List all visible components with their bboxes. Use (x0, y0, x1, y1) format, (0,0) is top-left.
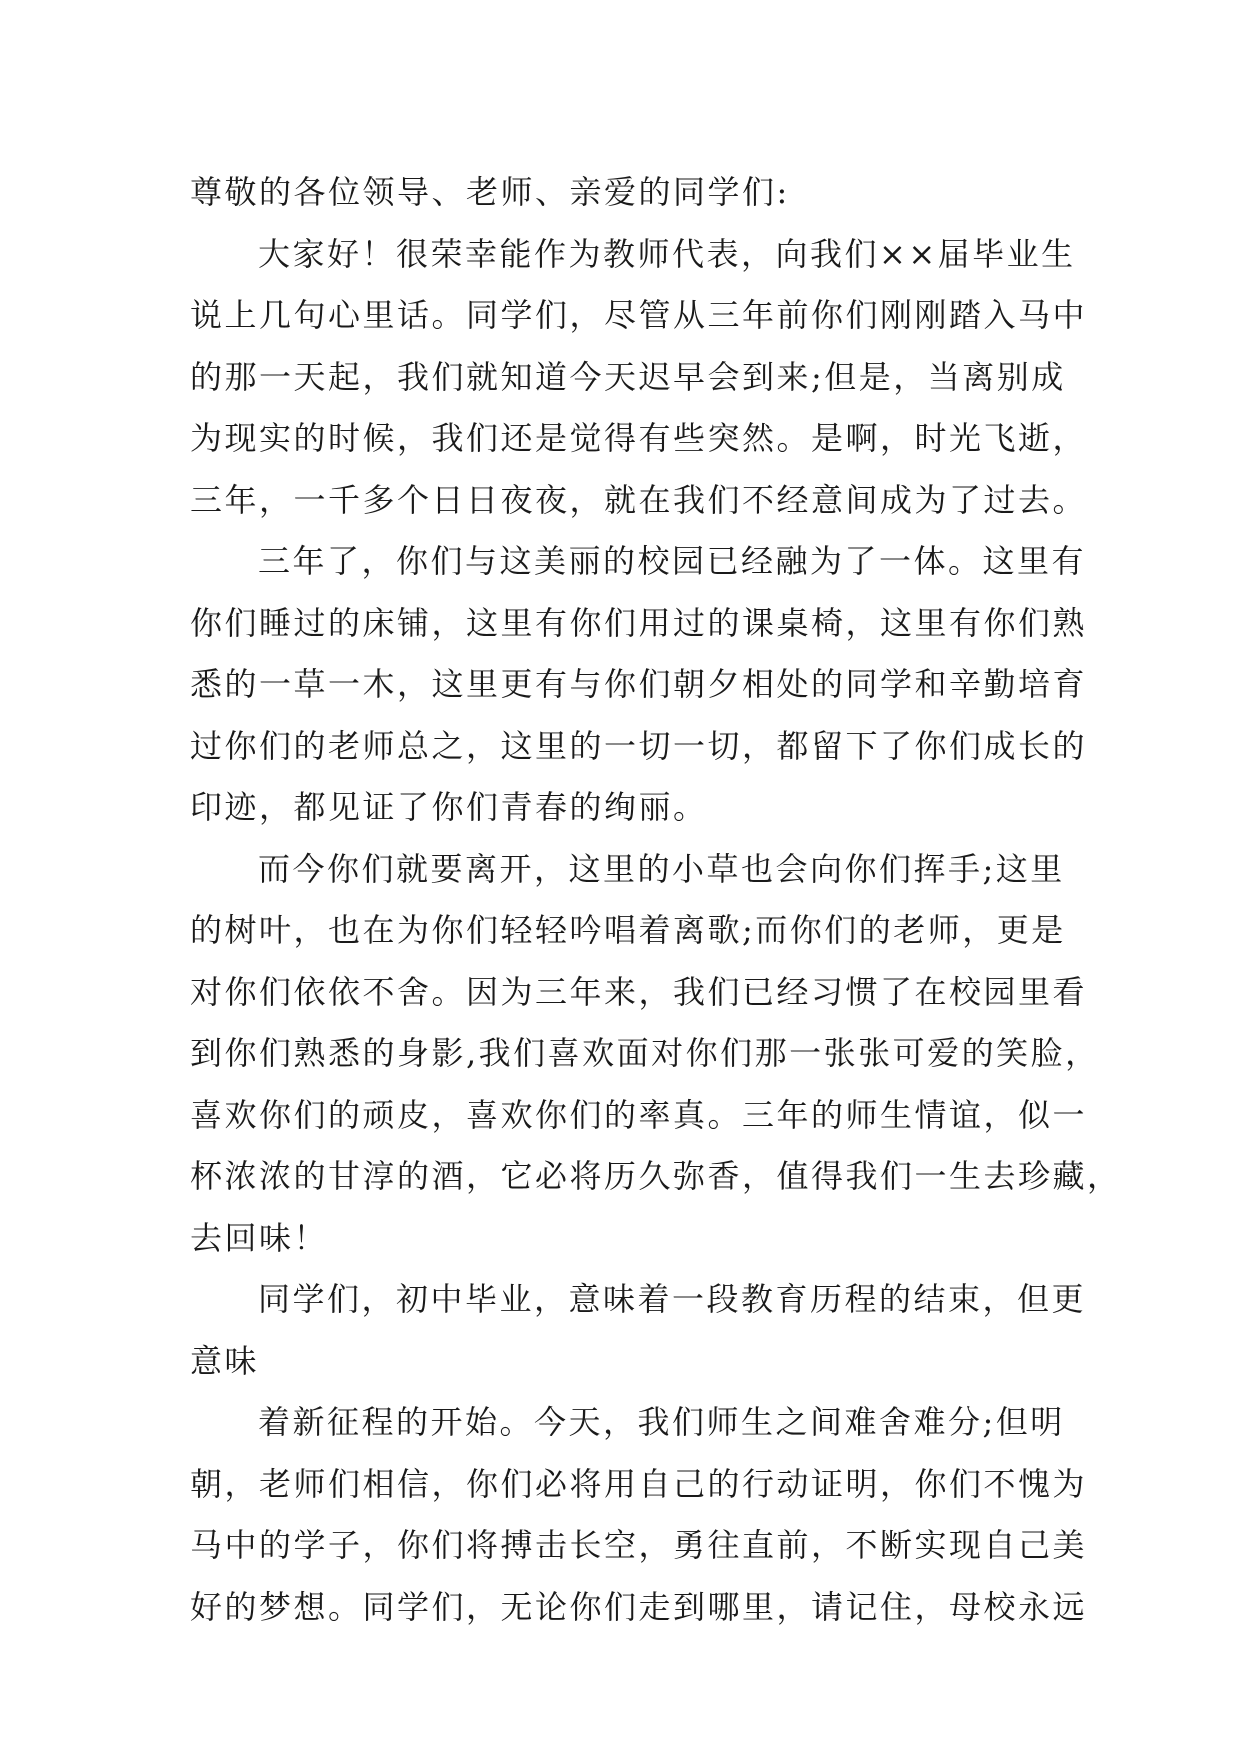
text-line: 意味 (190, 1341, 260, 1380)
text-line: 你们睡过的床铺，这里有你们用过的课桌椅，这里有你们熟 (190, 603, 1088, 642)
text-line: 印迹，都见证了你们青春的绚丽。 (190, 788, 708, 826)
text-line: 好的梦想。同学们，无论你们走到哪里，请记住，母校永远 (190, 1587, 1088, 1626)
text-line: 三年，一千多个日日夜夜，就在我们不经意间成为了过去。 (190, 480, 1088, 519)
text-line: 而今你们就要离开，这里的小草也会向你们挥手;这里 (258, 849, 1065, 888)
text-line: 杯浓浓的甘淳的酒，它必将历久弥香，值得我们一生去珍藏， (190, 1157, 1122, 1195)
text-line: 大家好！很荣幸能作为教师代表，向我们××届毕业生 (258, 234, 1076, 273)
text-line: 喜欢你们的顽皮，喜欢你们的率真。三年的师生情谊，似一 (190, 1095, 1088, 1134)
text-line: 过你们的老师总之，这里的一切一切，都留下了你们成长的 (190, 726, 1088, 765)
text-line: 朝，老师们相信，你们必将用自己的行动证明，你们不愧为 (190, 1464, 1088, 1503)
text-line: 对你们依依不舍。因为三年来，我们已经习惯了在校园里看 (190, 972, 1088, 1011)
text-line: 同学们，初中毕业，意味着一段教育历程的结束，但更 (258, 1280, 1087, 1318)
text-line: 着新征程的开始。今天，我们师生之间难舍难分;但明 (258, 1403, 1065, 1441)
text-line: 三年了，你们与这美丽的校园已经融为了一体。这里有 (258, 542, 1087, 580)
text-line: 到你们熟悉的身影,我们喜欢面对你们那一张张可爱的笑脸， (190, 1034, 1100, 1072)
text-line: 去回味！ (190, 1218, 329, 1257)
text-line: 为现实的时候，我们还是觉得有些突然。是啊，时光飞逝， (190, 419, 1088, 457)
text-line: 悉的一草一木，这里更有与你们朝夕相处的同学和辛勤培育 (190, 665, 1088, 703)
text-line: 说上几句心里话。同学们，尽管从三年前你们刚刚踏入马中 (190, 296, 1088, 334)
text-line: 尊敬的各位领导、老师、亲爱的同学们: (190, 173, 790, 211)
text-line: 马中的学子，你们将搏击长空，勇往直前，不断实现自己美 (190, 1526, 1088, 1564)
speech-text (190, 162, 1122, 1638)
text-line: 的那一天起，我们就知道今天迟早会到来;但是，当离别成 (190, 357, 1066, 396)
text-line: 的树叶，也在为你们轻轻吟唱着离歌;而你们的老师，更是 (190, 911, 1066, 949)
